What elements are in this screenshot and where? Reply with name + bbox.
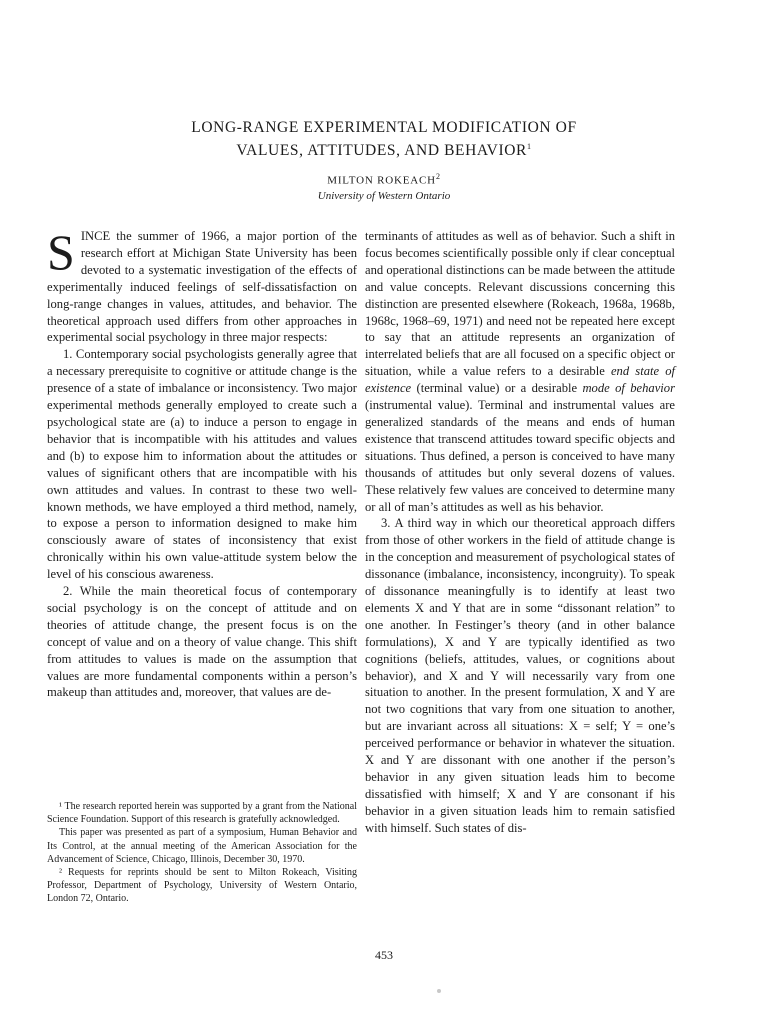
para-text-b: (terminal value) or a desirable	[411, 381, 583, 396]
intro-text: INCE the summer of 1966, a major portion of the research effort at Michigan State University has been devoted to a systematic investigation of the effects of experimentally induced feelings of self-dissatisfaction on long-range changes in values, attitudes, and behavior. The theoretical approach used differs from other approaches in experimental social psychology in three major respects:	[47, 229, 357, 345]
para-text-a: terminants of attitudes as well as of behavior. Such a shift in focus becomes scientifically possible only if clear conceptual and operational distinctions can be made between the attitude and value concepts. Relevant discussions concerning this distinction are presented elsewhere (Rokeach, 1968a, 1968b, 1968c, 1968–69, 1971) and need not be repeated here except to say that an attitude represents an organization of interrelated beliefs that are all focused on a specific object or situation, while a value refers to a desirable	[365, 229, 675, 379]
title-line-2-text: VALUES, ATTITUDES, AND BEHAVIOR	[236, 142, 527, 160]
drop-cap: S	[47, 224, 75, 280]
intro-paragraph	[47, 224, 357, 346]
page-number: 453	[375, 948, 393, 962]
continuation-paragraph	[365, 228, 675, 515]
footnote-2: ² Requests for reprints should be sent to Milton Rokeach, Visiting Professor, Department of Psychology, University of Western Ontario, London 72, Ontario.	[47, 867, 357, 905]
footnote-1-continued: This paper was presented as part of a symposium, Human Behavior and Its Control, at the annual meeting of the American Association for the Advancement of Science, Chicago, Illinois, December 30, 1970.	[47, 827, 357, 865]
scan-mark	[437, 989, 441, 993]
author-affiliation: University of Western Ontario	[317, 190, 451, 202]
left-column	[47, 224, 357, 701]
para-italic-end-state: end state of existence	[365, 364, 676, 396]
para-italic-mode: mode of behavior	[582, 381, 675, 396]
point-3-paragraph: 3. A third way in which our theoretical approach differs from those of other workers in the field of attitude change is in the conception and measurement of psychological states of dissonance (imbalance, inconsistency, incongruity). To speak of dissonance meaningfully is to identify at least two elements X and Y that are in some “dissonant relation” to one another. In Festinger’s theory (and in other balance formulations), X and Y are typically identified as two cognitions (beliefs, attitudes, values, or cognitions about behavior), and X and Y will necessarily vary from one situation to another. In the present formulation, X and Y are not two cognitions that vary from one situation to another, but are invariant across all situations: X = self; Y = one’s perceived performance or behavior in whatever the situation. X and Y are dissonant with one another if the person’s behavior in any given situation leads him to become dissatisfied with himself; X and Y are consonant if his behavior in a given situation leads him to remain satisfied with himself. Such states of dis-	[365, 516, 675, 835]
point-2-paragraph: 2. While the main theoretical focus of contemporary social psychology is on the concept of attitude and on theories of attitude change, the present focus is on the concept of value and on a theory of value change. This shift from attitudes to values is made on the assumption that values are more fundamental components within a person’s makeup than attitudes and, moreover, that values are de-	[47, 584, 357, 700]
title-line-1: LONG-RANGE EXPERIMENTAL MODIFICATION OF	[191, 119, 577, 136]
author-name	[100, 172, 668, 187]
point-1-paragraph: 1. Contemporary social psychologists generally agree that a necessary prerequisite to cognitive or attitude change is the presence of a state of imbalance or inconsistency. Two major experimental methods generally employed to create such a psychological state are (a) to induce a person to engage in behavior that is incompatible with his attitudes and values and (b) to expose him to information about the attitudes or values of significant others that are incompatible with his own attitudes and values. In contrast to these two well-known methods, we have employed a third method, namely, to expose a person to information designed to make him consciously aware of states of inconsistency that exist chronically within his own value-attitude system below the level of his conscious awareness.	[47, 347, 357, 582]
author-name-text: MILTON ROKEACH	[327, 174, 436, 187]
footnote-1: ¹ The research reported herein was supported by a grant from the National Science Foundation. Support of this research is gratefully acknowledged.	[47, 801, 357, 826]
footnotes	[47, 800, 357, 906]
right-column	[365, 228, 675, 837]
title-line-2	[100, 137, 668, 160]
para-text-c: (instrumental value). Terminal and instrumental values are generalized standards of the means and ends of human existence that transcend attitudes toward specific objects and situations. Thus defined, a person is conceived to have many thousands of attitudes but only several dozens of values. These relatively few values are conceived to determine many or all of man’s attitudes as well as his behavior.	[365, 398, 675, 514]
article-title	[100, 118, 668, 160]
author-footnote-marker: 2	[435, 172, 441, 181]
title-footnote-marker: 1	[526, 142, 532, 151]
